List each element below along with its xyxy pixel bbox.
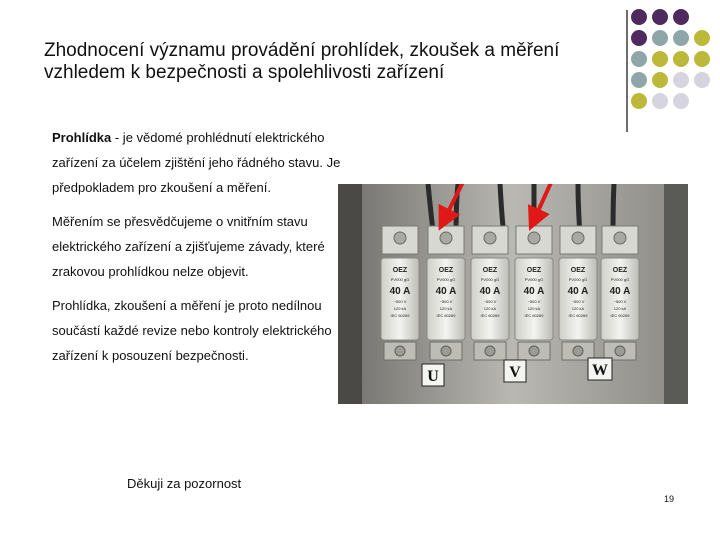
body-text: [52, 125, 342, 377]
fuse-breaking: 120 kA: [571, 306, 585, 311]
decorative-dot: [673, 93, 689, 109]
fuse-brand: OEZ: [570, 267, 586, 274]
screw-icon: [441, 346, 451, 356]
decorative-dot: [631, 51, 647, 67]
thanks-text: Děkuji za pozornost: [127, 476, 242, 491]
fuse-standard: IEC 60269: [436, 313, 456, 318]
fuse-type: PV000 gG: [480, 277, 500, 282]
decorative-dot: [652, 9, 668, 25]
paragraph-revision: Prohlídka, zkoušení a měření je proto nedílnou součástí každé revize nebo kontroly elektrického zařízení k posouzení bezpečnosti.: [52, 298, 332, 363]
fuse-standard: IEC 60269: [568, 313, 588, 318]
fuse-brand: OEZ: [526, 267, 542, 274]
screw-icon: [572, 232, 584, 244]
inspection-definition: - je vědomé prohlédnutí elektrického zařízení za účelem zjištění jeho řádného stavu. Je předpokladem pro zkoušení a měření.: [52, 130, 341, 195]
fuse-breaking: 120 kA: [439, 306, 453, 311]
fuse-rating: 40 A: [523, 286, 545, 297]
decorative-dot: [631, 93, 647, 109]
fuse-photo: [338, 184, 688, 404]
decorative-dot: [631, 72, 647, 88]
fuse-type: PV000 gG: [436, 277, 456, 282]
fuse-rating: 40 A: [567, 286, 589, 297]
screw-icon: [440, 232, 452, 244]
fuse-type: PV000 gG: [524, 277, 544, 282]
page-number: 19: [664, 494, 675, 504]
screw-icon: [529, 346, 539, 356]
phase-label-u: U: [427, 368, 439, 385]
screw-icon: [573, 346, 583, 356]
fuse-rating: 40 A: [435, 286, 457, 297]
decorative-dot: [694, 51, 710, 67]
term-inspection: Prohlídka: [52, 130, 112, 145]
screw-icon: [528, 232, 540, 244]
fuse-rating: 40 A: [479, 286, 501, 297]
decorative-dot: [673, 30, 689, 46]
screw-icon: [395, 346, 405, 356]
fuse-standard: IEC 60269: [480, 313, 500, 318]
decorative-dot: [694, 72, 710, 88]
fuse-standard: IEC 60269: [610, 313, 630, 318]
fuse-type: PV000 gG: [390, 277, 410, 282]
fuse-breaking: 120 kA: [613, 306, 627, 311]
fuse-breaking: 120 kA: [527, 306, 541, 311]
fuse-voltage: ~500 V: [393, 299, 407, 304]
screw-icon: [484, 232, 496, 244]
title-line-2: vzhledem k bezpečnosti a spolehlivosti zařízení: [44, 62, 445, 83]
decorative-dot: [673, 72, 689, 88]
fuse-voltage: ~500 V: [613, 299, 627, 304]
decorative-dot: [631, 30, 647, 46]
fuse-type: PV000 gG: [568, 277, 588, 282]
screw-icon: [394, 232, 406, 244]
fuse-voltage: ~500 V: [439, 299, 453, 304]
fuse-brand: OEZ: [612, 267, 628, 274]
decorative-dot: [673, 9, 689, 25]
fuse-standard: IEC 60269: [390, 313, 410, 318]
title-line-1: Zhodnocení významu provádění prohlídek, zkoušek a měření: [44, 40, 560, 61]
fuse-breaking: 120 kA: [483, 306, 497, 311]
slide-title: [44, 40, 614, 84]
decorative-dot: [652, 30, 668, 46]
fuse-type: PV000 gG: [610, 277, 630, 282]
paragraph-measurement: Měřením se přesvědčujeme o vnitřním stavu elektrického zařízení a zjišťujeme závady, které zrakovou prohlídkou nelze objevit.: [52, 214, 325, 279]
phase-label-w: W: [592, 362, 608, 379]
fuse-rating: 40 A: [389, 286, 411, 297]
fuse-rating: 40 A: [609, 286, 631, 297]
fuse-brand: OEZ: [438, 267, 454, 274]
fuse-brand: OEZ: [392, 267, 408, 274]
decorative-dot: [694, 30, 710, 46]
screw-icon: [615, 346, 625, 356]
fuse-breaking: 120 kA: [393, 306, 407, 311]
screw-icon: [614, 232, 626, 244]
decorative-dot-grid: [630, 8, 720, 118]
screw-icon: [485, 346, 495, 356]
fuse-photo-illustration: [338, 184, 688, 404]
decorative-dot: [631, 9, 647, 25]
fuse-standard: IEC 60269: [524, 313, 544, 318]
fuse-voltage: ~500 V: [483, 299, 497, 304]
decorative-vertical-line: [626, 10, 628, 132]
fuse-brand: OEZ: [482, 267, 498, 274]
decorative-dot: [652, 51, 668, 67]
decorative-dot: [652, 72, 668, 88]
fuse-voltage: ~500 V: [527, 299, 541, 304]
fuse-voltage: ~500 V: [571, 299, 585, 304]
phase-label-v: V: [509, 364, 521, 381]
decorative-dot: [652, 93, 668, 109]
paragraph-inspection: [52, 125, 342, 200]
decorative-dot: [673, 51, 689, 67]
